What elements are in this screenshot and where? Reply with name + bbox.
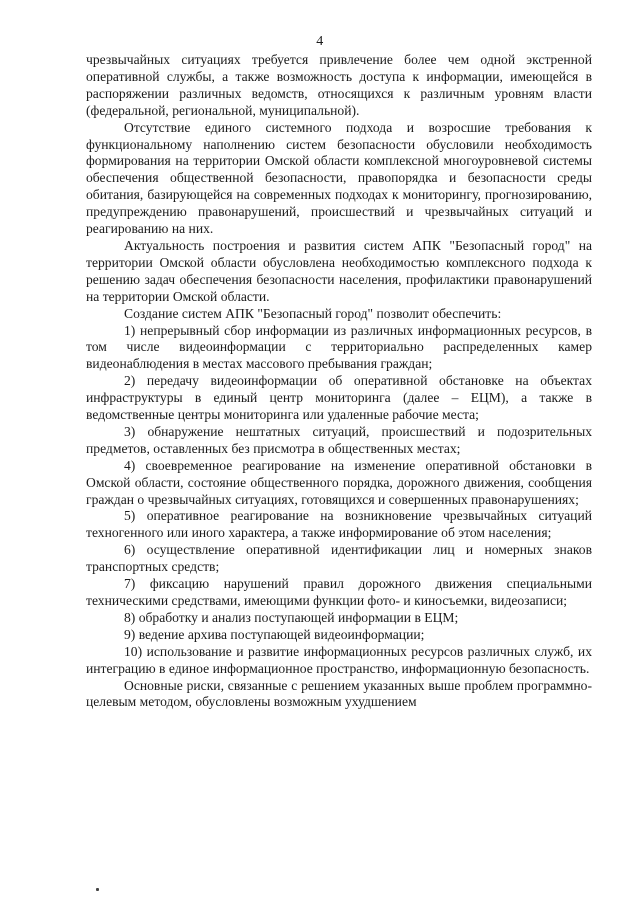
paragraph-relevance: Актуальность построения и развития систем АПК "Безопасный город" на территории Омской области обусловлена необходимостью комплексного подхода к решению задач обеспечения безопасности населения, профилактики правонарушений на территории Омской области. xyxy=(86,237,592,304)
paragraph-lack-of-approach: Отсутствие единого системного подхода и возросшие требования к функциональному наполнению систем безопасности обусловили необходимость формирования на территории Омской области комплексной многоуровневой системы обеспечения общественной безопасности, правопорядка и безопасности среды обитания, базирующейся на современных подходах к мониторингу, прогнозированию, предупреждению правонарушений, происшествий и чрезвычайных ситуаций и реагированию на них. xyxy=(86,119,592,237)
list-item-6: 6) осуществление оперативной идентификации лиц и номерных знаков транспортных средств; xyxy=(86,542,592,575)
document-body xyxy=(86,52,592,711)
list-item-2: 2) передачу видеоинформации об оперативной обстановке на объектах инфраструктуры в единый центр мониторинга (далее – ЕЦМ), а также в ведомственные центры мониторинга или удаленные рабочие места; xyxy=(86,373,592,423)
list-item-4: 4) своевременное реагирование на изменение оперативной обстановки в Омской области, состояние общественного порядка, дорожного движения, сообщения граждан о чрезвычайных ситуациях, готовящихся и совершенных правонарушениях; xyxy=(86,457,592,507)
list-item-10: 10) использование и развитие информационных ресурсов различных служб, их интеграцию в единое информационное пространство, информационную безопасность. xyxy=(86,643,592,676)
list-item-1: 1) непрерывный сбор информации из различных информационных ресурсов, в том числе видеоинформации с территориально распределенных камер видеонаблюдения в местах массового пребывания граждан; xyxy=(86,322,592,372)
list-item-3: 3) обнаружение нештатных ситуаций, происшествий и подозрительных предметов, оставленных без присмотра в общественных местах; xyxy=(86,423,592,456)
paragraph-list-intro: Создание систем АПК "Безопасный город" позволит обеспечить: xyxy=(124,305,502,321)
list-item-7: 7) фиксацию нарушений правил дорожного движения специальными техническими средствами, имеющими функции фото- и киносъемки, видеозаписи; xyxy=(86,576,592,608)
paragraph-continuation: чрезвычайных ситуациях требуется привлечение более чем одной экстренной оперативной службы, а также возможность доступа к информации, имеющейся в распоряжении различных ведомств, относящихся к различным уровням власти (федеральной, региональной, муниципальной). xyxy=(86,52,592,118)
list-item-9: 9) ведение архива поступающей видеоинформации; xyxy=(124,626,425,642)
list-item-5: 5) оперативное реагирование на возникновение чрезвычайных ситуаций техногенного или иного характера, а также информирование об этом населения; xyxy=(86,508,592,541)
scan-speck xyxy=(96,888,99,891)
list-item-8: 8) обработку и анализ поступающей информации в ЕЦМ; xyxy=(124,609,459,625)
page-number: 4 xyxy=(316,34,324,49)
paragraph-risks: Основные риски, связанные с решением указанных выше проблем программно-целевым методом, обусловлены возможным ухудшением xyxy=(86,677,592,710)
